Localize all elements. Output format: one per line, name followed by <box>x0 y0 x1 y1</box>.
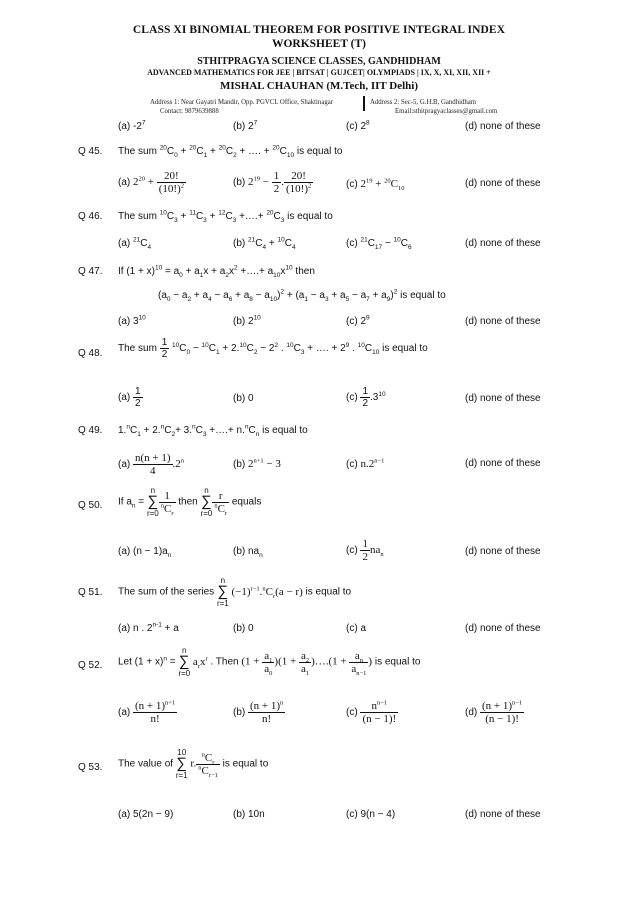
question-number: Q 53. <box>78 762 103 773</box>
address-2: Address 2: Sec-5, G.H.B, Gandhidham <box>370 99 477 106</box>
option-a: (a) $^{21}C_4$ <box>118 236 152 251</box>
worksheet-subtitle: WORKSHEET (T) <box>271 38 367 50</box>
option-c: (c) $n.2^{n-1}$ <box>346 457 385 470</box>
option-c: (c) $\frac{1}{2}$ $.3^{10}$ <box>346 386 386 409</box>
option-b: (b) $2^{n+1} - 3$ <box>233 457 281 470</box>
prev-option-c: (c) $2^8$ <box>346 119 370 132</box>
question-number: Q 50. <box>78 500 103 511</box>
question-text: If $(1 + x)^{10} = a_0 + a_1x + a_2x^2$ +….+ $a_{10}x^{10}$ then <box>118 264 315 279</box>
option-a: (a) $3^{10}$ <box>118 314 146 327</box>
question-text: If $a_n = n$ ∑ r=0 $\frac{1}{^nC_r}$ then n ∑ r=0 $\frac{r}{^nC_r}$ equals <box>118 486 262 518</box>
worksheet-title: CLASS XI BINOMIAL THEOREM FOR POSITIVE INTEGRAL INDEX <box>132 24 506 36</box>
address-divider <box>363 96 365 111</box>
option-d: (d) none of these <box>465 546 541 557</box>
option-b: (b) 0 <box>233 623 254 634</box>
option-b: (b) 0 <box>233 393 254 404</box>
option-d: (d) none of these <box>465 809 541 820</box>
question-text: The sum of the series n ∑ r=1 $(-1)^{r-1}.^nC_r(a - r)$ is equal to <box>118 576 352 608</box>
option-b: (b) $na_n$ <box>233 546 263 559</box>
prev-option-d: (d) none of these <box>465 121 541 132</box>
teacher-name: MISHAL CHAUHAN (M.Tech, IIT Delhi) <box>219 80 419 92</box>
option-d: (d) none of these <box>465 316 541 327</box>
option-b: (b) $^{21}C_4 + ^{10}C_4$ <box>233 236 296 251</box>
question-number: Q 46. <box>78 211 103 222</box>
question-number: Q 48. <box>78 348 103 359</box>
question-text: The sum $^{20}C_0 + ^{20}C_1 + ^{20}C_2$ + …. + $^{20}C_{10}$ is equal to <box>118 144 343 159</box>
option-c: (c) a <box>346 623 366 634</box>
option-c: (c) $2^9$ <box>346 314 370 327</box>
question-text: The sum $^{10}C_3 + ^{11}C_3 + ^{12}C_3$ +….+ $^{20}C_3$ is equal to <box>118 209 333 224</box>
option-b: (b) $2^{19}$ − $\frac{1}{2}$ . $\frac{20!}{(10!)^2}$ <box>233 170 312 195</box>
option-c: (c) $^{21}C_{17} - ^{10}C_6$ <box>346 236 412 251</box>
question-text: The value of 10 ∑ r=1 r. $\frac{^nC_r}{^nC_{r-1}}$ is equal to <box>118 748 269 780</box>
question-number: Q 52. <box>78 660 103 671</box>
address-1: Address 1: Near Gayatri Mandir, Opp. PGVCL Office, Shaktinagar <box>150 99 334 106</box>
question-number: Q 45. <box>78 146 103 157</box>
option-d: (d) none of these <box>465 458 541 469</box>
institute-name: STHITPRAGYA SCIENCE CLASSES, GANDHIDHAM <box>197 56 441 67</box>
option-c: (c) 9(n − 4) <box>346 809 396 820</box>
question-number: Q 49. <box>78 425 103 436</box>
option-d: (d) none of these <box>465 623 541 634</box>
question-expression: $(a_0 - a_2 + a_4 - a_6 + a_8 - a_{10})^2 + (a_1 - a_3 + a_5 - a_7 + a_9)^2$ is equal to <box>158 288 446 303</box>
option-a: (a) n . $2^{n-1} + a$ <box>118 621 179 634</box>
question-text: The sum $\frac{1}{2}$ $^{10}C_0 - ^{10}C_1 + 2.10C_2 - 2^2$ . $^{10}C_3$ + …. + $2^9$ . $^{10}C_{10}$ is equal to <box>118 337 428 360</box>
option-c: (c) $2^{19} + ^{20}C_{10}$ <box>346 177 405 193</box>
option-a: (a) $\frac{n(n + 1)}{4}$ .2$^n$ <box>118 452 185 477</box>
option-b: (b) $2^{10}$ <box>233 314 261 327</box>
contact-phone: Contact: 9879639888 <box>160 108 219 115</box>
contact-email: Email:sthitpragyaclasses@gmail.com <box>395 108 498 115</box>
question-number: Q 51. <box>78 587 103 598</box>
question-number: Q 47. <box>78 266 103 277</box>
option-d: (d) $\frac{(n + 1)^{n-1}}{(n - 1)!}$ <box>465 699 523 725</box>
question-text: Let $(1 + x)^n = n$ ∑ r=0 $a_rx^r$ . Then (1 + $\frac{a_1}{a_0}$ )(1 + $\frac{a_2}{a_1}$ )….(1 + $\frac{a_n}{a_{n-1}}$ ) is equal to <box>118 646 421 678</box>
option-a: (a) $(n - 1)a_n$ <box>118 546 172 559</box>
prev-option-b: (b) $2^7$ <box>233 119 258 132</box>
option-d: (d) none of these <box>465 393 541 404</box>
option-a: (a) $\frac{1}{2}$ <box>118 386 141 409</box>
option-d: (d) none of these <box>465 238 541 249</box>
prev-option-a: (a) $-2^7$ <box>118 119 146 132</box>
option-c: (c) $\frac{n^{n-1}}{(n - 1)!}$ <box>346 699 397 725</box>
option-b: (b) 10n <box>233 809 265 820</box>
course-list: ADVANCED MATHEMATICS FOR JEE | BITSAT | GUJCET| OLYMPIADS | IX, X, XI, XII, XII + <box>147 68 491 77</box>
option-b: (b) $\frac{(n + 1)^n}{n!}$ <box>233 699 284 725</box>
option-d: (d) none of these <box>465 178 541 189</box>
option-a: (a) 5(2n − 9) <box>118 809 174 820</box>
option-a: (a) $\frac{(n + 1)^{n+1}}{n!}$ <box>118 699 176 725</box>
question-text: $1.^nC_1 + 2.^nC_2+ 3.^nC_3$ +….+ $n.^nC_n$ is equal to <box>118 423 308 438</box>
option-c: (c) $\frac{1}{2}$ $na_n$ <box>346 538 384 563</box>
option-a: (a) $2^{20}$ + $\frac{20!}{(10!)^2}$ <box>118 170 184 195</box>
